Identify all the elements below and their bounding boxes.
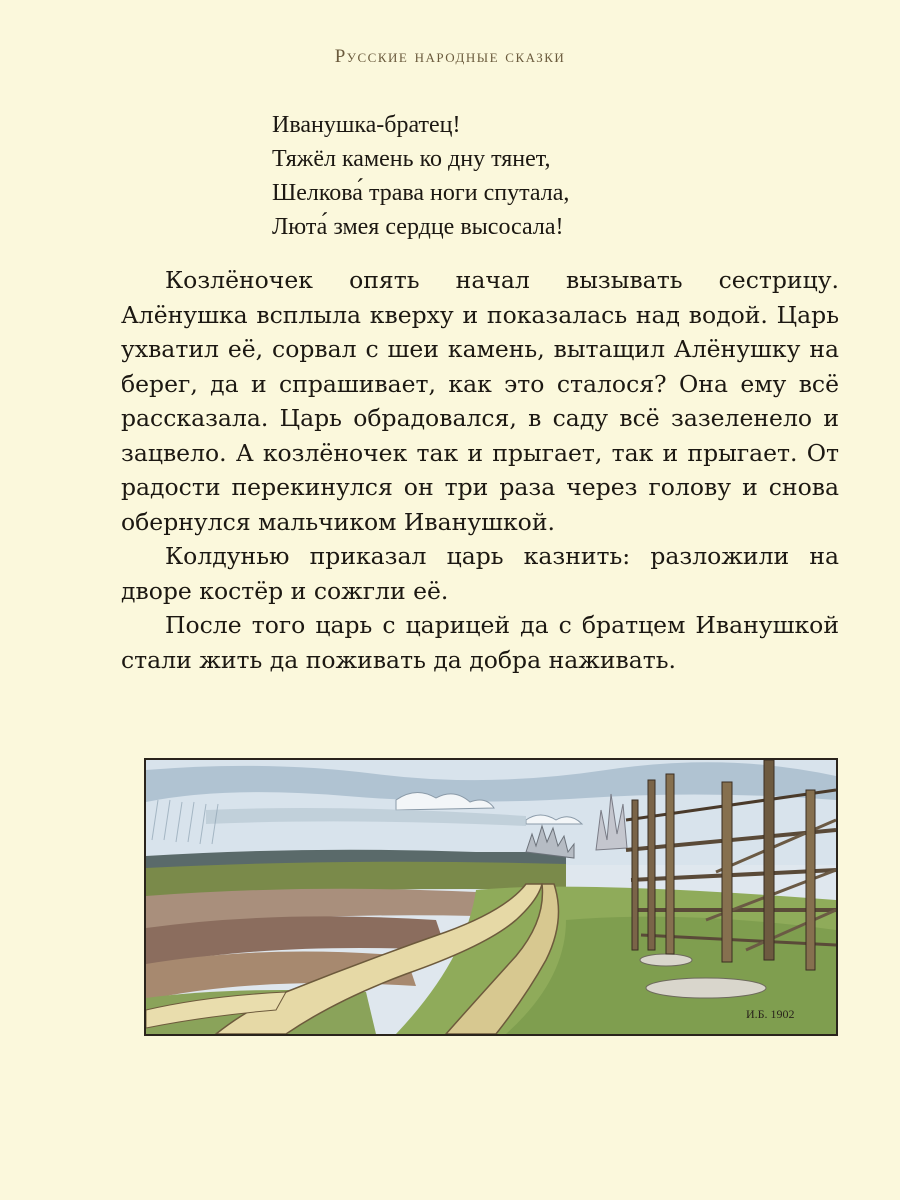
paragraph: Козлёночек опять начал вызывать сестрицу. Алёнушка всплыла кверху и показалась над водой. Царь ухватил её, сорвал с шеи камень, вытащил Алёнушку на берег, да и спрашивает, как это сталося? Она ему всё рассказала. Царь обрадовался, в саду всё зазеленело и зацвело. А козлёночек так и прыгает, так и прыгает. От радости перекинулся он три раза через голову и снова обернулся мальчиком Иванушкой.: [121, 266, 839, 536]
landscape-illustration: [144, 758, 838, 1036]
prose-block: [121, 263, 839, 677]
running-title: Русские народные сказки: [334, 46, 566, 67]
verse-line: Тяжёл камень ко дну тянет,: [272, 146, 551, 172]
paragraph: Колдунью приказал царь казнить: разложили на дворе костёр и сожгли её.: [121, 542, 839, 605]
verse-line: Люта́ змея сердце высосала!: [272, 214, 564, 240]
paragraph: После того царь с царицей да с братцем Иванушкой стали жить да поживать да добра наживать.: [121, 611, 839, 674]
verse-block: [272, 108, 569, 244]
puddle: [646, 978, 766, 998]
landscape-drawing: [146, 760, 836, 1034]
puddle: [640, 954, 692, 966]
artist-signature: И.Б. 1902: [746, 1007, 795, 1021]
verse-line: Шелкова́ трава ноги спутала,: [272, 180, 570, 206]
verse-line: Иванушка-братец!: [272, 112, 461, 138]
